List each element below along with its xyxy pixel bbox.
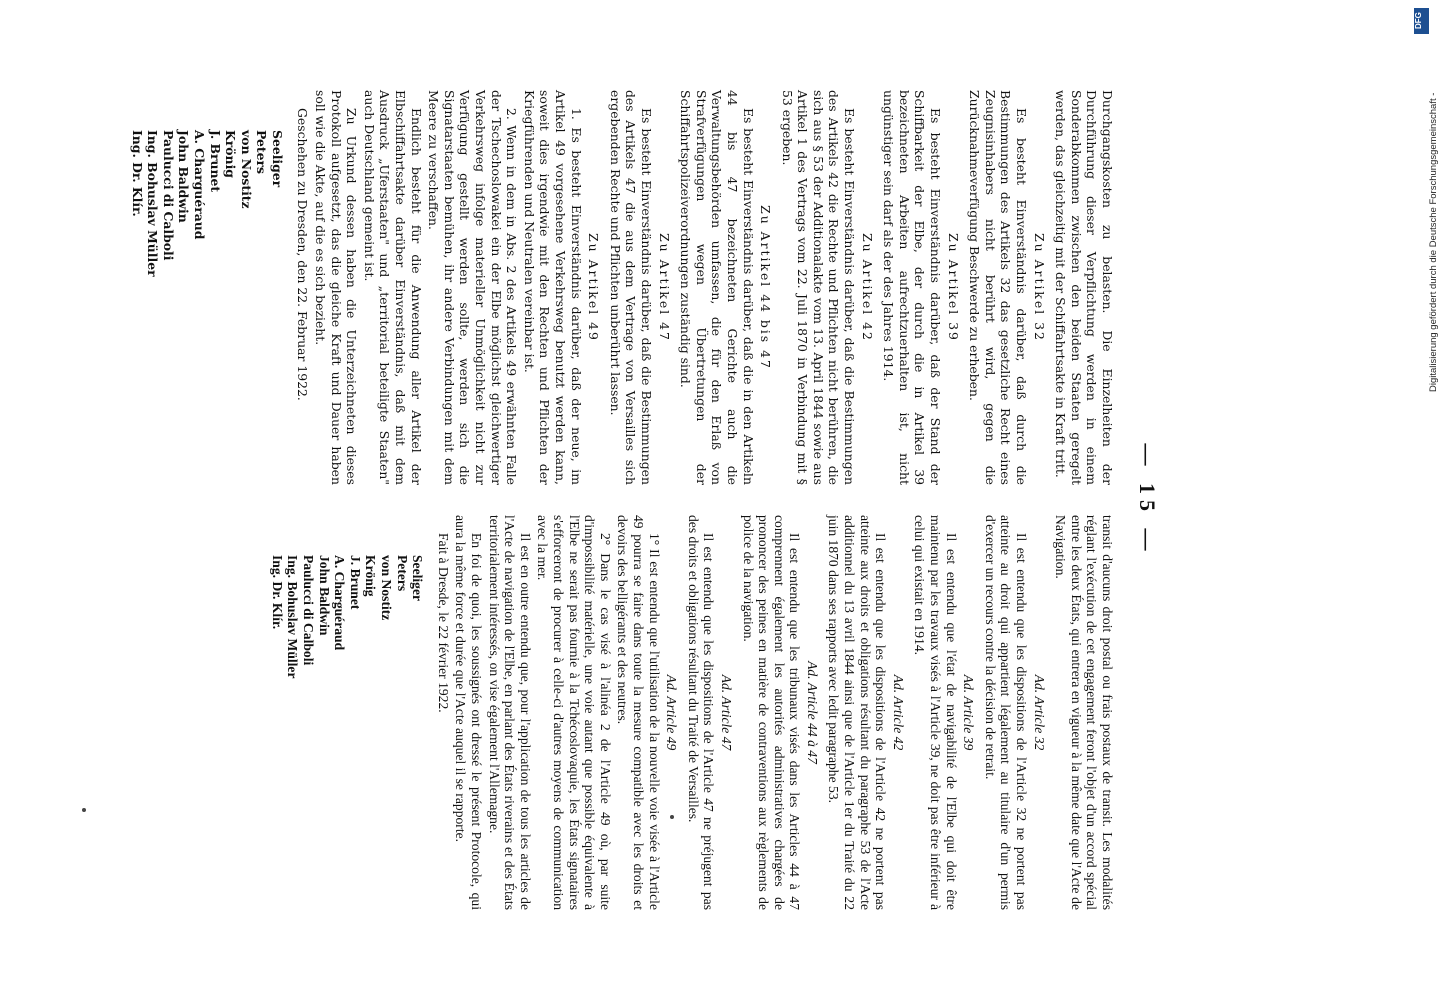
french-column bbox=[70, 515, 1115, 910]
signatory-name: Peters bbox=[394, 555, 410, 592]
german-paragraph: Es besteht Einverständnis darüber, daß die Bestimmungen des Artikels 47 die aus dem Vertrage von Versailles sich ergebenden Rechte und Pflichten unberührt lassen. bbox=[607, 90, 654, 485]
german-paragraph: Es besteht Einverständnis darüber, daß der Stand der Schiffbarkeit der Elbe, der durch die in Artikel 39 bezeichneten Arbeiten aufrechtzuerhalten ist, nicht ungünstiger sein darf als der des Jahres 1914. bbox=[881, 90, 944, 485]
french-section-heading: Ad. Article 44 à 47 bbox=[804, 661, 820, 764]
signatory-name: Krönig bbox=[223, 130, 239, 178]
french-paragraph: Il est entendu que l'état de navigabilité de l'Elbe qui doit être maintenu par les travaux visés à l'Article 39, ne doit pas être inférieur à celui qui existait en 1914. bbox=[912, 515, 959, 910]
french-paragraph: En foi de quoi, les soussignés ont dressé le présent Protocole, qui aura la même force et durée que l'Acte auquel il se rapporte. bbox=[453, 515, 485, 910]
signatory-name: Seeliger bbox=[410, 555, 426, 602]
signatory-name: John Baldwin bbox=[176, 130, 192, 223]
french-section-heading: Ad. Article 32 bbox=[1031, 674, 1047, 751]
french-section-heading: Ad. Article 47 bbox=[718, 674, 734, 751]
french-paragraph: Il est entendu que les dispositions de l'Article 42 ne portent pas atteinte aux droits et obligations résultant du paragraphe 53 de l'Acte additionnel du 13 avril 1844 ainsi que de l'Article 1er du Traité du 22 juin 1870 dans ses rapports avec ledit paragraphe 53. bbox=[826, 515, 889, 910]
german-paragraph: 1. Es besteht Einverständnis darüber, daß der neue, im Artikel 49 vorgesehene Verkehrsweg benutzt werden kann, soweit dies irgendwie mit den Rechten und Pflichten der Kriegführenden und Neutralen vereinbar ist. bbox=[521, 90, 584, 485]
german-paragraph: Es besteht Einverständnis darüber, daß durch die Bestimmungen des Artikels 32 das gesetzliche Recht eines Zeugnisinhabers nicht berührt wird, gegen die Zurücknahmeverfügung Beschwerde zu erheben. bbox=[967, 90, 1030, 485]
french-section-heading: Ad. Article 39 bbox=[961, 674, 977, 751]
german-section-heading: Zu Artikel 47 bbox=[656, 233, 672, 342]
rotated-page bbox=[70, 90, 1160, 910]
signatory-name: John Baldwin bbox=[316, 555, 332, 636]
signatory-name: Seeliger bbox=[269, 130, 285, 188]
german-intro: Durchgangskosten zu belasten. Die Einzelheiten der Durchführung dieser Verpflichtung werden in einem Sonderabkommen zwischen den beiden Staaten geregelt werden, das gleichzeitig mit der Schiffahrtsakte in Kraft tritt. bbox=[1053, 90, 1115, 485]
german-section-heading: Zu Artikel 44 bis 47 bbox=[758, 205, 774, 370]
german-paragraph: Es besteht Einverständnis darüber, daß die in den Artikeln 44 bis 47 bezeichneten Gerichte auch die Verwaltungsbehörden umfassen, die für den Erlaß von Strafverfügungen wegen Übertretungen der Schiffahrtspolizeiverordnungen zuständig sind. bbox=[678, 90, 756, 485]
french-paragraph: 1° Il est entendu que l'utilisation de la nouvelle voie visée à l'Article 49 pourra se faire dans toute la mesure compatible avec les droits et devoirs des belligérants et des neutres. bbox=[615, 515, 662, 910]
french-date-line: Fait à Dresde, le 22 février 1922. bbox=[435, 533, 451, 713]
dfg-watermark bbox=[1412, 8, 1439, 392]
french-signatories bbox=[269, 555, 425, 910]
french-paragraph: Il est en outre entendu que, pour l'application de tous les articles de l'Acte de navigation de l'Elbe, en parlant des États riverains et des États territorialement intéressés, on vise également l'Allemagne. bbox=[486, 515, 533, 910]
signatory-name: A. Charguéraud bbox=[191, 130, 207, 240]
french-paragraph: 2° Dans le cas visé à l'alinéa 2 de l'Article 49 où, par suite d'impossibilité matérielle, une voie autant que possible équivalente à l'Elbe ne serait pas fournie à la Tchécoslovaquie, les États signataires s'efforceront de procurer à celle-ci d'autres moyens de communication avec la mer. bbox=[535, 515, 613, 910]
german-paragraph: Zu Urkund dessen haben die Unterzeichneten dieses Protokoll aufgesetzt, das die gleiche Kraft und Dauer haben soll wie die Akte, auf die es sich bezieht. bbox=[313, 90, 360, 485]
german-paragraph: 2. Wenn in dem in Abs. 2 des Artikels 49 erwähnten Falle der Tschechoslowakei ein der Elbe möglichst gleichwertiger Verkehrsweg infolge materieller Unmöglichkeit nicht zur Verfügung gestellt werden sollte, werden sich die Signatarstaaten bemühen, ihr andere Verbindungen mit dem Meere zu verschaffen. bbox=[426, 90, 520, 485]
signatory-name: A. Charguéraud bbox=[332, 555, 348, 651]
page-number: — 15 — bbox=[1135, 443, 1160, 557]
scan-speck bbox=[82, 808, 86, 812]
dfg-logo: DFG bbox=[1414, 8, 1429, 34]
french-intro: transit d'aucuns droit postal ou frais postaux de transit. Les modalités réglant l'exécution de cet engagement feront l'objet d'un accord spécial entre les deux États, qui entrera en vigueur à la même date que l'Acte de Navigation. bbox=[1053, 515, 1115, 910]
german-paragraph: Endlich besteht für die Anwendung aller Artikel der Elbschiffahrtsakte darüber Einverständnis, daß mit dem Ausdruck „Uferstaaten" und „territorial beteiligte Staaten" auch Deutschland gemeint ist. bbox=[361, 90, 424, 485]
french-paragraph: Il est entendu que les dispositions de l'Article 32 ne portent pas atteinte au droit qui appartient légalement au titulaire d'un permis d'exercer un recours contre la décision de retrait. bbox=[982, 515, 1030, 910]
signatory-name: J. Brunet bbox=[347, 555, 363, 610]
signatory-name: von Nostitz bbox=[379, 555, 395, 621]
scan-speck bbox=[670, 815, 674, 819]
german-section-heading: Zu Artikel 49 bbox=[586, 233, 602, 342]
signatory-name: Krönig bbox=[363, 555, 379, 597]
german-section-heading: Zu Artikel 42 bbox=[859, 233, 875, 342]
german-paragraph: Es besteht Einverständnis darüber, daß die Bestimmungen des Artikels 42 die Rechte und Pflichten nicht berühren, die sich aus § 53 der Additionalakte vom 13. April 1844 sowie aus Artikel 1 des Vertrags vom 22. Juli 1870 in Verbindung mit § 53 ergeben. bbox=[779, 90, 858, 485]
dfg-watermark-text: Digitalisierung gefördert durch die Deutsche Forschungsgemeinschaft - bbox=[1428, 92, 1439, 392]
signatory-name: Ing. Bohuslav Müller bbox=[285, 555, 301, 679]
signatory-name: von Nostitz bbox=[238, 130, 254, 209]
french-section-heading: Ad. Article 49 bbox=[664, 674, 680, 751]
french-paragraph: Il est entendu que les dispositions de l'Article 47 ne préjugent pas des droits et obligations résultant du Traité de Versailles. bbox=[685, 515, 717, 910]
french-paragraph: Il est entendu que les tribunaux visés dans les Articles 44 à 47 comprennent également les autorités administratives chargées de prononcer des peines en matière de contraventions aux règlements de police de la navigation. bbox=[740, 515, 803, 910]
german-column bbox=[70, 90, 1115, 485]
german-section-heading: Zu Artikel 39 bbox=[945, 233, 961, 342]
signatory-name: J. Brunet bbox=[207, 130, 223, 193]
signatory-name: Peters bbox=[254, 130, 270, 174]
signatory-name: Ing. Bohuslav Müller bbox=[145, 130, 161, 277]
french-section-heading: Ad. Article 42 bbox=[890, 674, 906, 751]
signatory-name: Paulucci di Calboli bbox=[160, 130, 176, 261]
german-section-heading: Zu Artikel 32 bbox=[1031, 233, 1047, 342]
signatory-name: Ing. Dr. Klír. bbox=[129, 130, 145, 217]
german-date-line: Geschehen zu Dresden, den 22. Februar 1922. bbox=[295, 108, 311, 401]
german-signatories bbox=[129, 130, 285, 485]
signatory-name: Ing. Dr. Klír. bbox=[269, 555, 285, 630]
signatory-name: Paulucci di Calboli bbox=[301, 555, 317, 666]
